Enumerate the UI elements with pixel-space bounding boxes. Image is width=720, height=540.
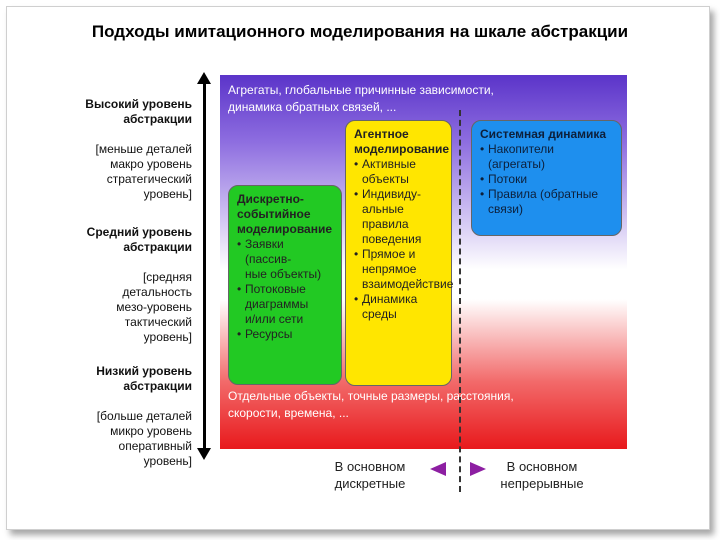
agent-box: [345, 120, 452, 386]
abstraction-axis: [203, 80, 206, 450]
arrow-right-icon: [470, 462, 486, 476]
medium-level-detail: [средняя детальность мезо-уровень тактический уровень]: [116, 270, 192, 344]
list-item: • Правила (обратные связи): [480, 187, 613, 217]
list-item: • Накопители (агрегаты): [480, 142, 613, 172]
medium-level-heading: Средний уровень абстракции: [86, 225, 192, 254]
system-dynamics-heading: Системная динамика: [480, 127, 607, 141]
list-item: • Активные объекты: [354, 157, 443, 187]
list-item: • Прямое и непрямое взаимодействие: [354, 247, 443, 292]
list-item: • Заявки (пассив- ные объекты): [237, 237, 333, 282]
system-dynamics-box: [471, 120, 622, 236]
axis-arrow-down-icon: [197, 448, 211, 460]
top-band-text: Агрегаты, глобальные причинные зависимости, динамика обратных связей, ...: [228, 83, 494, 114]
high-level-label: [70, 82, 192, 202]
continuous-label: В основном непрерывные: [500, 459, 584, 491]
list-item: • Ресурсы: [237, 327, 333, 342]
high-level-detail: [меньше деталей макро уровень стратегический уровень]: [95, 142, 192, 201]
low-level-label: [70, 349, 192, 469]
list-item: • Потоковые диаграммы и/или сети: [237, 282, 333, 327]
discrete-label: В основном дискретные: [334, 459, 406, 491]
arrow-left-icon: [430, 462, 446, 476]
bottom-band-text: Отдельные объекты, точные размеры, расстояния, скорости, времена, ...: [228, 389, 514, 420]
discrete-event-list: [237, 237, 333, 342]
agent-list: [354, 157, 454, 322]
low-level-heading: Низкий уровень абстракции: [96, 364, 192, 393]
agent-heading: Агентное моделирование: [354, 127, 450, 156]
medium-level-label: [70, 210, 192, 345]
list-item: • Потоки: [480, 172, 613, 187]
discrete-continuous-divider: [459, 110, 461, 492]
discrete-event-box: [228, 185, 342, 385]
slide-title: Подходы имитационного моделирования на шкале абстракции: [91, 22, 629, 41]
list-item: • Индивиду- альные правила поведения: [354, 187, 443, 247]
high-level-heading: Высокий уровень абстракции: [85, 97, 192, 126]
system-dynamics-list: [480, 142, 613, 217]
low-level-detail: [больше деталей микро уровень оперативный уровень]: [96, 409, 192, 468]
discrete-event-heading: Дискретно- событийное моделирование: [237, 192, 333, 236]
list-item: • Динамика среды: [354, 292, 443, 322]
